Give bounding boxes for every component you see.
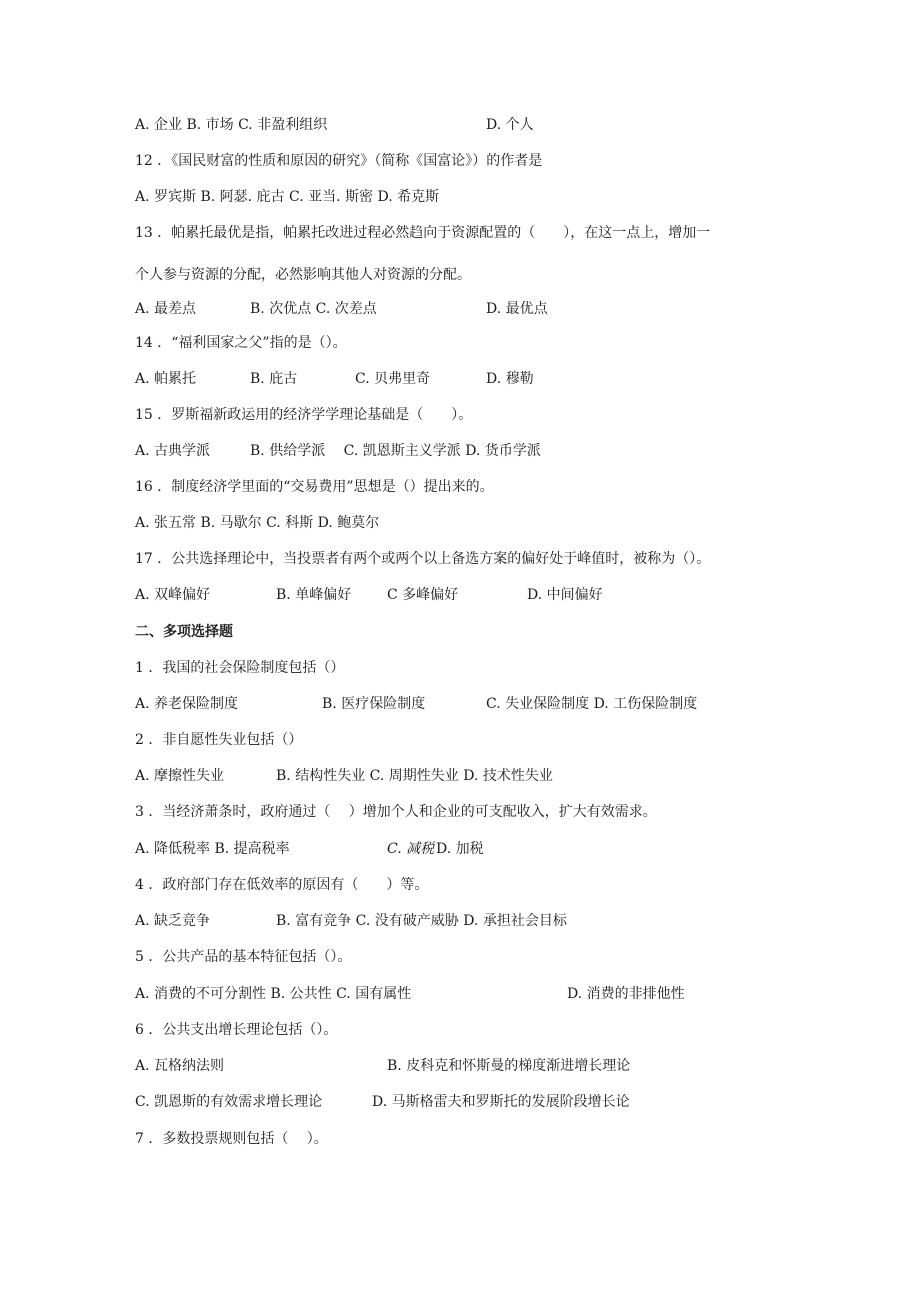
mc-question-3: 3 ．当经济萧条时，政府通过（ ）增加个人和企业的可支配收入，扩大有效需求。 bbox=[135, 804, 657, 820]
q14-option-c: C. 贝弗里奇 bbox=[355, 371, 431, 387]
q14-option-d: D. 穆勒 bbox=[486, 371, 534, 387]
q16-options: A. 张五常 B. 马歇尔 C. 科斯 D. 鲍莫尔 bbox=[135, 515, 380, 531]
mc3-option-d: D. 加税 bbox=[436, 841, 484, 857]
mc3-option-c: C. 减税 bbox=[387, 841, 435, 857]
q15-options-bcd: B. 供给学派 C. 凯恩斯主义学派 D. 货币学派 bbox=[250, 443, 541, 459]
q11-option-d: D. 个人 bbox=[486, 117, 534, 133]
mc2-option-a: A. 摩擦性失业 bbox=[135, 768, 225, 784]
q17-option-b: B. 单峰偏好 bbox=[276, 587, 352, 603]
mc6-option-c: C. 凯恩斯的有效需求增长理论 bbox=[135, 1094, 323, 1110]
q17-option-a: A. 双峰偏好 bbox=[135, 587, 211, 603]
mc6-option-a: A. 瓦格纳法则 bbox=[135, 1058, 225, 1074]
question-17: 17 ．公共选择理论中，当投票者有两个或两个以上备选方案的偏好处于峰值时，被称为（）。 bbox=[135, 551, 711, 567]
question-13-line1: 13 ．帕累托最优是指，帕累托改进过程必然趋向于资源配置的（ ），在这一点上，增加一 bbox=[135, 225, 711, 241]
q14-option-a: A. 帕累托 bbox=[135, 371, 197, 387]
mc1-option-a: A. 养老保险制度 bbox=[135, 696, 239, 712]
mc6-option-d: D. 马斯格雷夫和罗斯托的发展阶段增长论 bbox=[372, 1094, 630, 1110]
q14-option-b: B. 庇古 bbox=[250, 371, 298, 387]
q17-option-c: C 多峰偏好 bbox=[387, 587, 459, 603]
mc1-option-b: B. 医疗保险制度 bbox=[322, 696, 426, 712]
mc-question-5: 5 ．公共产品的基本特征包括（）。 bbox=[135, 949, 352, 965]
q13-option-a: A. 最差点 bbox=[135, 301, 197, 317]
mc-question-1: 1 ．我国的社会保险制度包括（） bbox=[135, 660, 345, 676]
mc4-option-a: A. 缺乏竞争 bbox=[135, 913, 211, 929]
mc4-options-bcd: B. 富有竞争 C. 没有破产威胁 D. 承担社会目标 bbox=[276, 913, 567, 929]
q15-option-a: A. 古典学派 bbox=[135, 443, 211, 459]
question-13-line2: 个人参与资源的分配，必然影响其他人对资源的分配。 bbox=[135, 267, 471, 283]
mc-question-4: 4 ．政府部门存在低效率的原因有（ ）等。 bbox=[135, 877, 429, 893]
mc6-option-b: B. 皮科克和怀斯曼的梯度渐进增长理论 bbox=[387, 1058, 631, 1074]
q17-option-d: D. 中间偏好 bbox=[527, 587, 603, 603]
q12-options: A. 罗宾斯 B. 阿瑟. 庇古 C. 亚当. 斯密 D. 希克斯 bbox=[135, 189, 440, 205]
mc3-options-ab: A. 降低税率 B. 提高税率 bbox=[135, 841, 290, 857]
mc2-options-bcd: B. 结构性失业 C. 周期性失业 D. 技术性失业 bbox=[276, 768, 553, 784]
mc-question-6: 6 ．公共支出增长理论包括（）。 bbox=[135, 1022, 338, 1038]
mc1-options-cd: C. 失业保险制度 D. 工伤保险制度 bbox=[486, 696, 698, 712]
section-heading-multiple-choice: 二、多项选择题 bbox=[135, 624, 233, 640]
question-15: 15 ．罗斯福新政运用的经济学学理论基础是（ ）。 bbox=[135, 407, 473, 423]
mc-question-2: 2 ．非自愿性失业包括（） bbox=[135, 732, 303, 748]
question-12: 12 ．《国民财富的性质和原因的研究》（简称《国富论》）的作者是 bbox=[135, 153, 543, 169]
mc-question-7: 7 ．多数投票规则包括（ ）。 bbox=[135, 1131, 328, 1147]
mc5-option-d: D. 消费的非排他性 bbox=[567, 986, 685, 1002]
question-16: 16 ．制度经济学里面的“交易费用”思想是（）提出来的。 bbox=[135, 479, 494, 495]
q11-options-abc: A. 企业 B. 市场 C. 非盈利组织 bbox=[135, 117, 328, 133]
question-14: 14 ．“福利国家之父”指的是（）。 bbox=[135, 335, 347, 351]
q13-options-bc: B. 次优点 C. 次差点 bbox=[250, 301, 377, 317]
q13-option-d: D. 最优点 bbox=[486, 301, 548, 317]
mc5-options-abc: A. 消费的不可分割性 B. 公共性 C. 国有属性 bbox=[135, 986, 412, 1002]
